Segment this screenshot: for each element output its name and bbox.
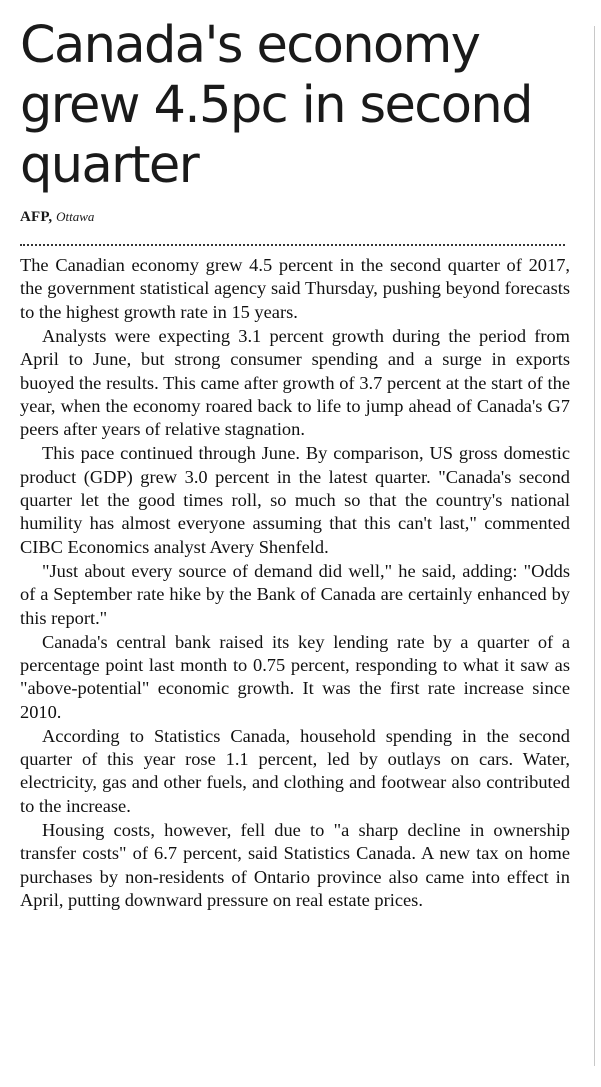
article-paragraph: Housing costs, however, fell due to "a sharp decline in ownership transfer costs" of 6.7 percent, said Statistics Canada. A new tax on home purchases by non-residents of Ontario province also came into effect in April, putting downward pressure on real estate prices. — [20, 819, 570, 910]
dotted-divider — [20, 244, 565, 246]
byline-dateline: Ottawa — [56, 209, 95, 224]
article-paragraph: Analysts were expecting 3.1 percent growth during the period from April to June, but strong consumer spending and a surge in exports buoyed the results. This came after growth of 3.7 percent at the start of the year, when the economy roared back to life to jump ahead of Canada's G7 peers after years of relative stagnation. — [20, 325, 570, 440]
news-article — [20, 0, 570, 913]
article-paragraph: This pace continued through June. By comparison, US gross domestic product (GDP) grew 3.0 percent in the latest quarter. "Canada's second quarter let the good times roll, so much so that the country's national humility has almost everyone assuming that this can't last," commented CIBC Economics analyst Avery Shenfeld. — [20, 443, 570, 557]
byline — [20, 208, 570, 226]
byline-agency: AFP, — [20, 209, 53, 225]
article-headline: Canada's economy grew 4.5pc in second quarter — [20, 16, 532, 195]
article-paragraph: Canada's central bank raised its key lending rate by a quarter of a percentage point last month to 0.75 percent, responding to what it saw as "above-potential" economic growth. It was the first rate increase since 2010. — [20, 631, 570, 722]
article-paragraph: The Canadian economy grew 4.5 percent in the second quarter of 2017, the government statistical agency said Thursday, pushing beyond forecasts to the highest growth rate in 15 years. — [20, 255, 570, 322]
article-body — [20, 254, 570, 912]
column-rule — [594, 26, 595, 1066]
article-paragraph: According to Statistics Canada, household spending in the second quarter of this year rose 1.1 percent, led by outlays on cars. Water, electricity, gas and other fuels, and clothing and footwear also contributed to the increase. — [20, 725, 570, 816]
article-paragraph: "Just about every source of demand did well," he said, adding: "Odds of a September rate hike by the Bank of Canada are certainly enhanced by this report." — [20, 560, 570, 628]
